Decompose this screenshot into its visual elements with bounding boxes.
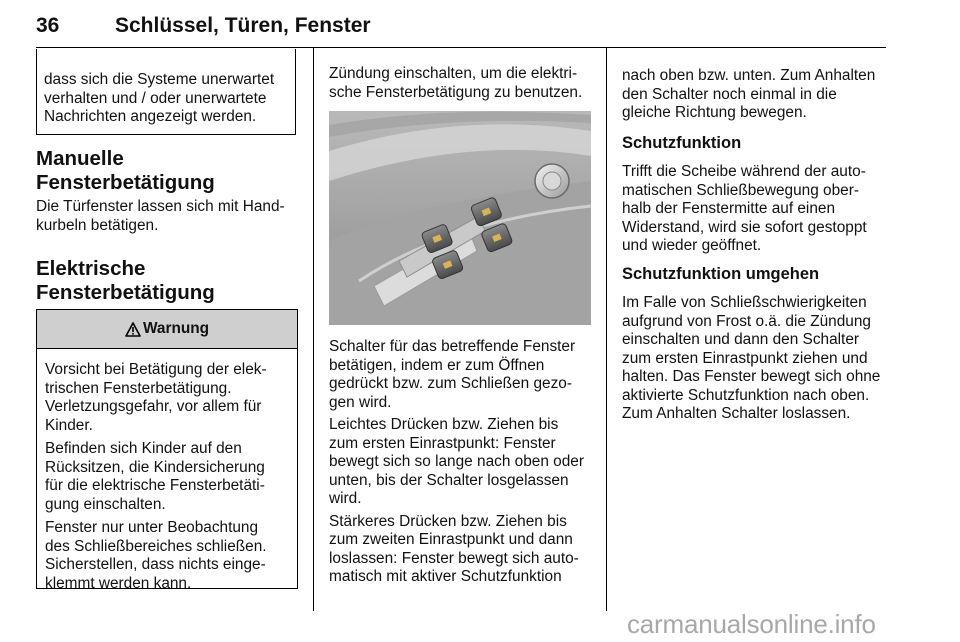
warning-paragraph [45, 361, 297, 435]
text-line: Die Türfenster lassen sich mit Hand- [36, 198, 285, 215]
warning-triangle-icon [125, 322, 141, 337]
text-line: Fenster nur unter Beobachtung [45, 519, 259, 536]
warning-header [37, 310, 297, 349]
text-line: halten. Das Fenster bewegt sich ohne [622, 368, 881, 385]
text-line: Stärkeres Drücken bzw. Ziehen bis [329, 512, 567, 530]
col2-intro [329, 65, 582, 102]
warning-box [36, 309, 298, 592]
col3-intro [622, 67, 912, 123]
text-line: matisch mit aktiver Schutzfunktion [329, 568, 562, 585]
heading-line: Elektrische [36, 257, 146, 280]
warning-paragraph [45, 440, 297, 514]
text-line: Zum Anhalten Schalter loslassen. [622, 405, 851, 422]
note-box-continued [36, 49, 296, 135]
text-line: einschalten und dann den Schalter [622, 331, 860, 348]
paragraph [329, 338, 601, 412]
text-line: zum ersten Einrastpunkt: Fenster [329, 434, 556, 452]
text-line: trischen Fensterbetätigung. [45, 379, 232, 397]
text-line: des Schließbereiches schließen. [45, 537, 267, 555]
text-line: gedrückt bzw. zum Schließen gezo- [329, 375, 572, 392]
heading-line: Manuelle [36, 147, 124, 170]
text-line: zum ersten Einrastpunkt ziehen und [622, 349, 868, 367]
manual-window-text [36, 198, 285, 235]
text-line: Zündung einschalten, um die elektri- [329, 65, 578, 82]
paragraph [329, 416, 601, 509]
text-line: Widerstand, wird sie sofort gestoppt [622, 218, 867, 236]
text-line: betätigen, indem er zum Öffnen [329, 356, 545, 374]
text-line: gen wird. [329, 393, 392, 411]
text-line: wird. [329, 490, 362, 507]
protection-function-text [622, 163, 912, 256]
page-title: Schlüssel, Türen, Fenster [115, 14, 371, 37]
heading-electric-window [36, 257, 215, 305]
text-line: zum zweiten Einrastpunkt und dann [329, 531, 573, 548]
door-panel-image [329, 111, 591, 325]
text-line: Trifft die Scheibe während der auto- [622, 163, 866, 180]
text-line: Befinden sich Kinder auf den [45, 440, 242, 457]
text-line: Schalter für das betreffende Fenster [329, 338, 576, 355]
text-line: den Schalter noch einmal in die [622, 85, 837, 103]
text-line: Vorsicht bei Betätigung der elek- [45, 361, 267, 378]
heading-manual-window [36, 147, 215, 195]
column-divider-right [606, 48, 607, 611]
text-line: aufgrund von Frost o.ä. die Zündung [622, 312, 871, 330]
bypass-protection-text [622, 294, 912, 424]
warning-paragraph [45, 519, 297, 593]
heading-line: Fensterbetätigung [36, 281, 215, 304]
col2-body [329, 338, 601, 587]
note-line: dass sich die Systeme unerwartet [44, 71, 275, 88]
text-line: Sicherstellen, dass nichts einge- [45, 556, 266, 573]
heading-line: Fensterbetätigung [36, 171, 215, 194]
warning-title: Warnung [142, 320, 210, 337]
note-line: Nachrichten angezeigt werden. [44, 108, 257, 125]
column-divider-left [313, 48, 314, 611]
heading-bypass-protection: Schutzfunktion umgehen [622, 265, 820, 283]
text-line: gleiche Richtung bewegen. [622, 104, 807, 121]
text-line: Verletzungsgefahr, vor allem für [45, 398, 262, 415]
text-line: Rücksitzen, die Kindersicherung [45, 458, 265, 476]
text-line: sche Fensterbetätigung zu benutzen. [329, 83, 583, 101]
watermark: carmanualsonline.info [627, 609, 876, 639]
header-divider [36, 47, 886, 48]
text-line: bewegt sich so lange nach oben oder [329, 453, 584, 470]
window-switch-illustration [329, 111, 591, 325]
page-number: 36 [36, 14, 60, 37]
text-line: klemmt werden kann. [45, 574, 192, 592]
text-line: loslassen: Fenster bewegt sich auto- [329, 549, 579, 567]
note-line: verhalten und / oder unerwartete [44, 89, 267, 107]
text-line: halb der Fenstermitte auf einen [622, 200, 836, 217]
text-line: unten, bis der Schalter losgelassen [329, 471, 569, 489]
text-line: matischen Schließbewegung ober- [622, 181, 859, 199]
text-line: nach oben bzw. unten. Zum Anhalten [622, 67, 876, 84]
heading-protection-function: Schutzfunktion [622, 134, 742, 152]
text-line: Im Falle von Schließschwierigkeiten [622, 294, 867, 311]
text-line: kurbeln betätigen. [36, 216, 159, 234]
text-line: aktivierte Schutzfunktion nach oben. [622, 386, 870, 404]
text-line: für die elektrische Fensterbetäti- [45, 477, 265, 494]
text-line: und wieder geöffnet. [622, 237, 762, 254]
text-line: Leichtes Drücken bzw. Ziehen bis [329, 416, 559, 433]
warning-body [37, 349, 297, 593]
text-line: gung einschalten. [45, 495, 166, 513]
paragraph [329, 513, 601, 587]
text-line: Kinder. [45, 416, 93, 434]
